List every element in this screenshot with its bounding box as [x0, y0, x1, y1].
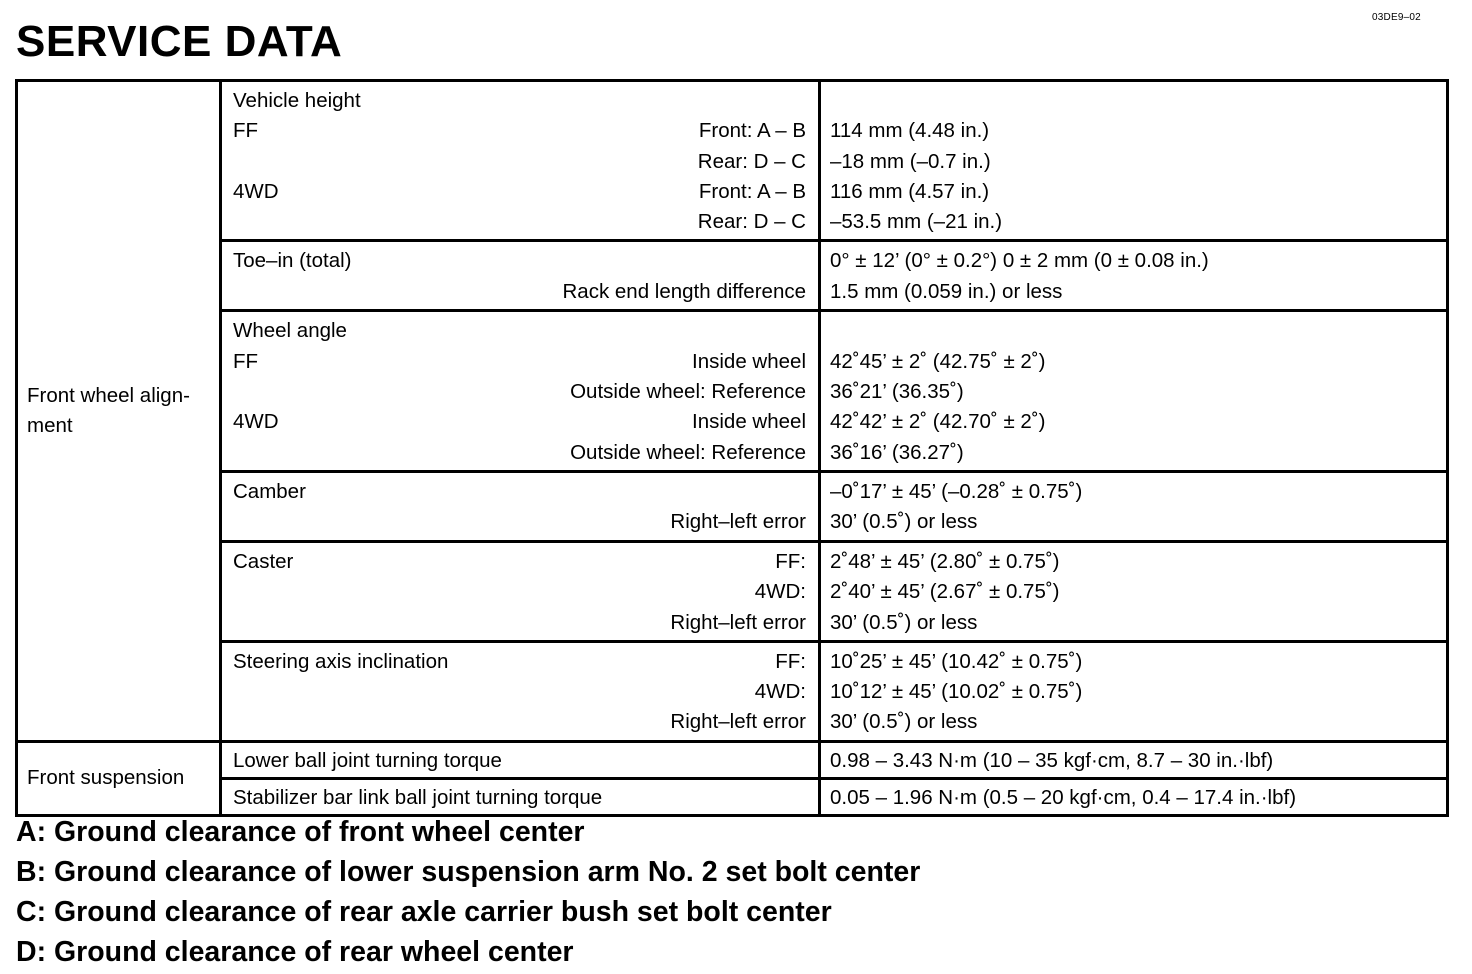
- spec-value: 30’ (0.5˚) or less: [830, 710, 978, 734]
- page-title: SERVICE DATA: [16, 17, 343, 66]
- table-row: [17, 241, 1448, 311]
- legend: [16, 812, 920, 972]
- spec-heading: Lower ball joint turning torque: [233, 748, 502, 772]
- spec-heading: Wheel angle: [233, 319, 347, 343]
- wheel-angle-values: [820, 311, 1448, 471]
- table-row: [17, 541, 1448, 641]
- spec-value: 42˚45’ ± 2˚ (42.75˚ ± 2˚): [830, 349, 1046, 373]
- spec-value: 30’ (0.5˚) or less: [830, 510, 978, 534]
- spec-value: 2˚48’ ± 45’ (2.80˚ ± 0.75˚): [830, 549, 1060, 573]
- legend-item: B: Ground clearance of lower suspension arm No. 2 set bolt center: [16, 856, 921, 888]
- spec-value: 114 mm (4.48 in.): [830, 119, 990, 143]
- camber-labels: [221, 471, 820, 541]
- spec-value: 36˚21’ (36.35˚): [830, 380, 964, 404]
- table-row: [17, 311, 1448, 471]
- stabilizer-value-cell: [820, 778, 1448, 815]
- legend-item: D: Ground clearance of rear wheel center: [16, 936, 574, 968]
- service-data-table: [15, 79, 1449, 817]
- page-id: 03DE9–02: [1372, 12, 1421, 23]
- wheel-angle-labels: [221, 311, 820, 471]
- legend-item: C: Ground clearance of rear axle carrier bush set bolt center: [16, 896, 832, 928]
- caster-labels: [221, 541, 820, 641]
- spec-value: 30’ (0.5˚) or less: [830, 610, 978, 634]
- measure-label: Front: A – B: [698, 119, 806, 143]
- caster-values: [820, 541, 1448, 641]
- stabilizer-label-cell: [221, 778, 820, 815]
- lower-ball-joint-value-cell: [820, 741, 1448, 778]
- measure-label: Front: A – B: [698, 179, 806, 203]
- spec-value: 116 mm (4.57 in.): [830, 179, 990, 203]
- drive-type-label: FF: [233, 349, 259, 373]
- spec-value: –18 mm (–0.7 in.): [830, 149, 991, 173]
- spec-heading: Camber: [233, 479, 306, 503]
- table-row: [17, 471, 1448, 541]
- spec-value: –53.5 mm (–21 in.): [830, 210, 1003, 234]
- spec-heading: Caster: [233, 549, 294, 573]
- drive-type-label: 4WD: [233, 410, 279, 434]
- spec-heading: Steering axis inclination: [233, 649, 449, 673]
- steering-axis-labels: [221, 641, 820, 741]
- table-row: [17, 778, 1448, 815]
- measure-label: Rear: D – C: [697, 149, 806, 173]
- spec-value: 0° ± 12’ (0° ± 0.2°) 0 ± 2 mm (0 ± 0.08 in.): [830, 249, 1209, 273]
- measure-label: FF:: [775, 549, 806, 573]
- measure-label: 4WD:: [754, 580, 806, 604]
- group-front-wheel-alignment: Front wheel align- ment: [17, 81, 221, 742]
- drive-type-label: FF: [233, 119, 259, 143]
- drive-type-label: 4WD: [233, 179, 279, 203]
- steering-axis-values: [820, 641, 1448, 741]
- table-row: [17, 741, 1448, 778]
- toe-in-labels: [221, 241, 820, 311]
- spec-value: 42˚42’ ± 2˚ (42.70˚ ± 2˚): [830, 410, 1046, 434]
- toe-in-values: [820, 241, 1448, 311]
- camber-values: [820, 471, 1448, 541]
- vehicle-height-labels: [221, 81, 820, 241]
- spec-heading: Toe–in (total): [233, 249, 352, 273]
- measure-label: Outside wheel: Reference: [570, 440, 806, 464]
- measure-label: Inside wheel: [692, 410, 806, 434]
- measure-label: Right–left error: [670, 710, 806, 734]
- table-row: [17, 81, 1448, 241]
- measure-label: Right–left error: [670, 610, 806, 634]
- spec-value: –0˚17’ ± 45’ (–0.28˚ ± 0.75˚): [830, 479, 1083, 503]
- measure-label: 4WD:: [754, 680, 806, 704]
- spec-value: 10˚12’ ± 45’ (10.02˚ ± 0.75˚): [830, 680, 1083, 704]
- measure-label: FF:: [775, 649, 806, 673]
- spec-value: 10˚25’ ± 45’ (10.42˚ ± 0.75˚): [830, 649, 1083, 673]
- spec-value: 1.5 mm (0.059 in.) or less: [830, 279, 1063, 303]
- measure-label: Rear: D – C: [697, 210, 806, 234]
- spec-value: 2˚40’ ± 45’ (2.67˚ ± 0.75˚): [830, 580, 1060, 604]
- spec-heading: Stabilizer bar link ball joint turning torque: [233, 785, 603, 809]
- spec-value: 0.05 – 1.96 N·m (0.5 – 20 kgf·cm, 0.4 – 17.4 in.·lbf): [830, 785, 1297, 809]
- spec-heading: Vehicle height: [233, 89, 361, 112]
- measure-label: Rack end length difference: [562, 279, 806, 303]
- legend-item: A: Ground clearance of front wheel center: [16, 816, 585, 848]
- group-front-suspension: Front suspension: [17, 741, 221, 815]
- spec-value: 36˚16’ (36.27˚): [830, 440, 964, 464]
- measure-label: Right–left error: [670, 510, 806, 534]
- lower-ball-joint-label-cell: [221, 741, 820, 778]
- measure-label: Outside wheel: Reference: [570, 380, 806, 404]
- spec-value: 0.98 – 3.43 N·m (10 – 35 kgf·cm, 8.7 – 30 in.·lbf): [830, 748, 1274, 772]
- vehicle-height-values: [820, 81, 1448, 241]
- table-row: [17, 641, 1448, 741]
- measure-label: Inside wheel: [692, 349, 806, 373]
